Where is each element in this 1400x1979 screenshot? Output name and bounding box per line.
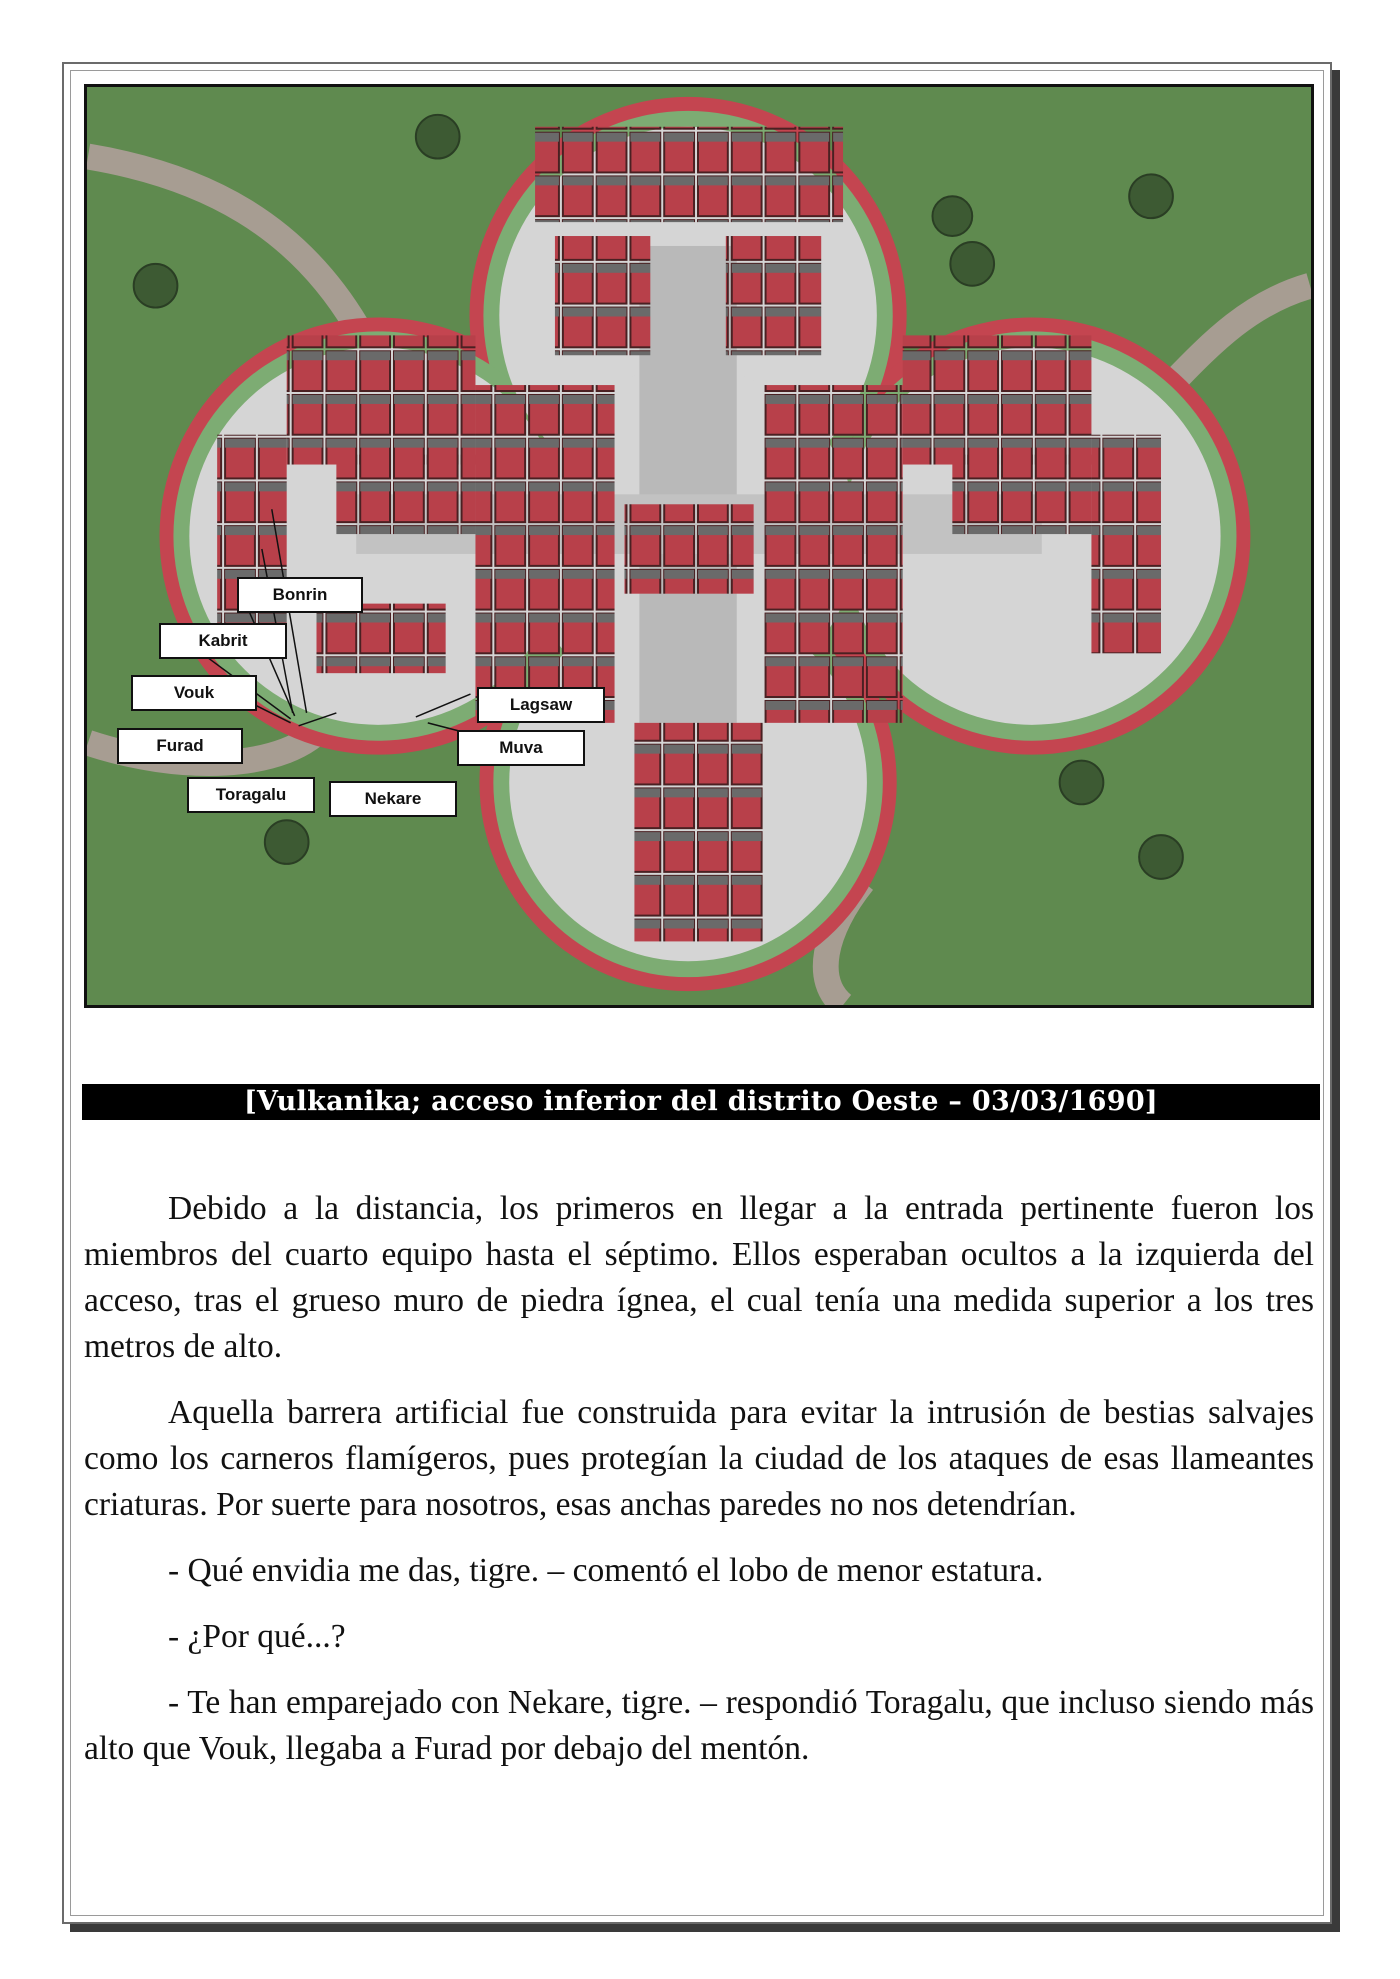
map-label-nekare: Nekare: [329, 781, 457, 817]
map-label-lagsaw: Lagsaw: [477, 687, 605, 723]
map-label-toragalu: Toragalu: [187, 777, 315, 813]
map-label-furad: Furad: [117, 728, 243, 764]
dialogue-line: - Qué envidia me das, tigre. – comentó el lobo de menor estatura.: [168, 1552, 1044, 1589]
city-map: [84, 84, 1314, 1008]
map-label-bonrin: Bonrin: [237, 577, 363, 613]
map-label-kabrit: Kabrit: [159, 623, 287, 659]
paragraph: Aquella barrera artificial fue construida para evitar la intrusión de bestias salvajes como los carneros flamígeros, pues protegían la ciudad de los ataques de esas llameantes criaturas. Por suerte para nosotros, esas anchas paredes no nos detendrían.: [84, 1394, 1314, 1523]
paragraph: Debido a la distancia, los primeros en llegar a la entrada pertinente fueron los miembros del cuarto equipo hasta el séptimo. Ellos esperaban ocultos a la izquierda del acceso, tras el grueso muro de piedra ígnea, el cual tenía una medida superior a los tres metros de alto.: [84, 1190, 1314, 1365]
story-text: [84, 1186, 1314, 1792]
map-caption: [Vulkanika; acceso inferior del distrito Oeste – 03/03/1690]: [243, 1086, 1159, 1117]
map-label-muva: Muva: [457, 730, 585, 766]
dialogue-line: - Te han emparejado con Nekare, tigre. – respondió Toragalu, que incluso siendo más alto que Vouk, llegaba a Furad por debajo del mentón.: [84, 1684, 1314, 1767]
dialogue-line: - ¿Por qué...?: [168, 1618, 346, 1655]
caption-bar: [82, 1084, 1320, 1120]
map-label-vouk: Vouk: [131, 675, 257, 711]
city-map-illustration: [87, 87, 1311, 1005]
